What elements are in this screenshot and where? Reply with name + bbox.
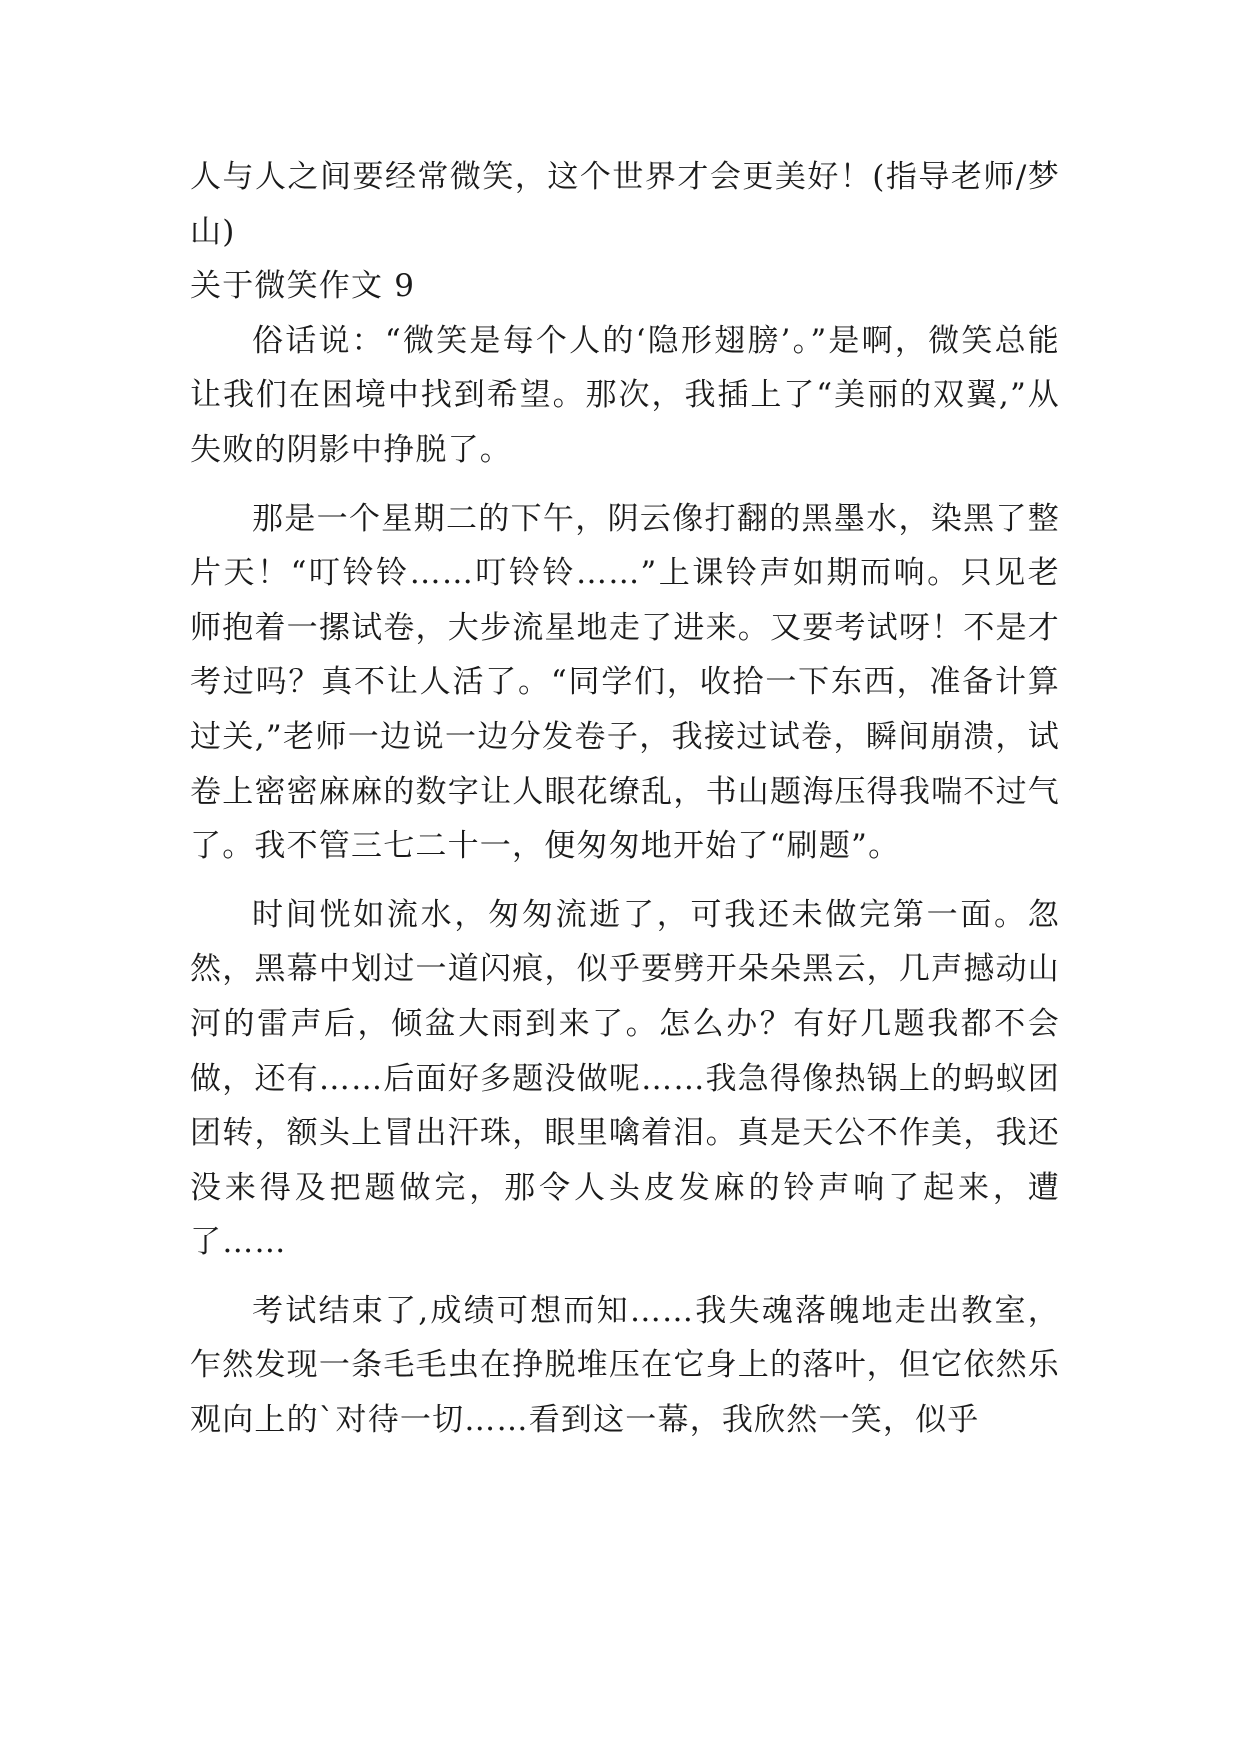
intro-paragraph: 人与人之间要经常微笑，这个世界才会更美好！(指导老师/梦 山) (190, 159, 1093, 250)
paragraph-1: 俗话说：“微笑是每个人的‘隐形翅膀’。”是啊，微笑总能让我们在困境中找到希望。那次，我插上了“美丽的双翼,”从失败的阴影中挣脱了。 (190, 322, 1060, 468)
paragraph-2: 那是一个星期二的下午，阴云像打翻的黑墨水，染黑了整片天！“叮铃铃……叮铃铃……”上课铃声如期而响。只见老师抱着一摞试卷，大步流星地走了进来。又要考试呀！不是才考过吗？真不让人活了。“同学们，收拾一下东西，准备计算过关,”老师一边说一边分发卷子，我接过试卷，瞬间崩溃，试卷上密密麻麻的数字让人眼花缭乱，书山题海压得我喘不过气了。我不管三七二十一，便匆匆地开始了“刷题”。 (190, 500, 1060, 865)
paragraph-3: 时间恍如流水，匆匆流逝了，可我还未做完第一面。忽然，黑幕中划过一道闪痕，似乎要劈开朵朵黑云，几声撼动山河的雷声后，倾盆大雨到来了。怎么办？有好几题我都不会做，还有……后面好多题没做呢……我急得像热锅上的蚂蚁团团转，额头上冒出汗珠，眼里噙着泪。真是天公不作美，我还没来得及把题做完，那令人头皮发麻的铃声响了起来，遭了…… (190, 896, 1060, 1261)
essay-heading: 关于微笑作文 9 (190, 268, 416, 305)
paragraph-4: 考试结束了,成绩可想而知……我失魂落魄地走出教室，乍然发现一条毛毛虫在挣脱堆压在它身上的落叶，但它依然乐观向上的`对待一切……看到这一幕，我欣然一笑，似乎 (190, 1292, 1060, 1439)
document-body (190, 150, 1093, 1448)
